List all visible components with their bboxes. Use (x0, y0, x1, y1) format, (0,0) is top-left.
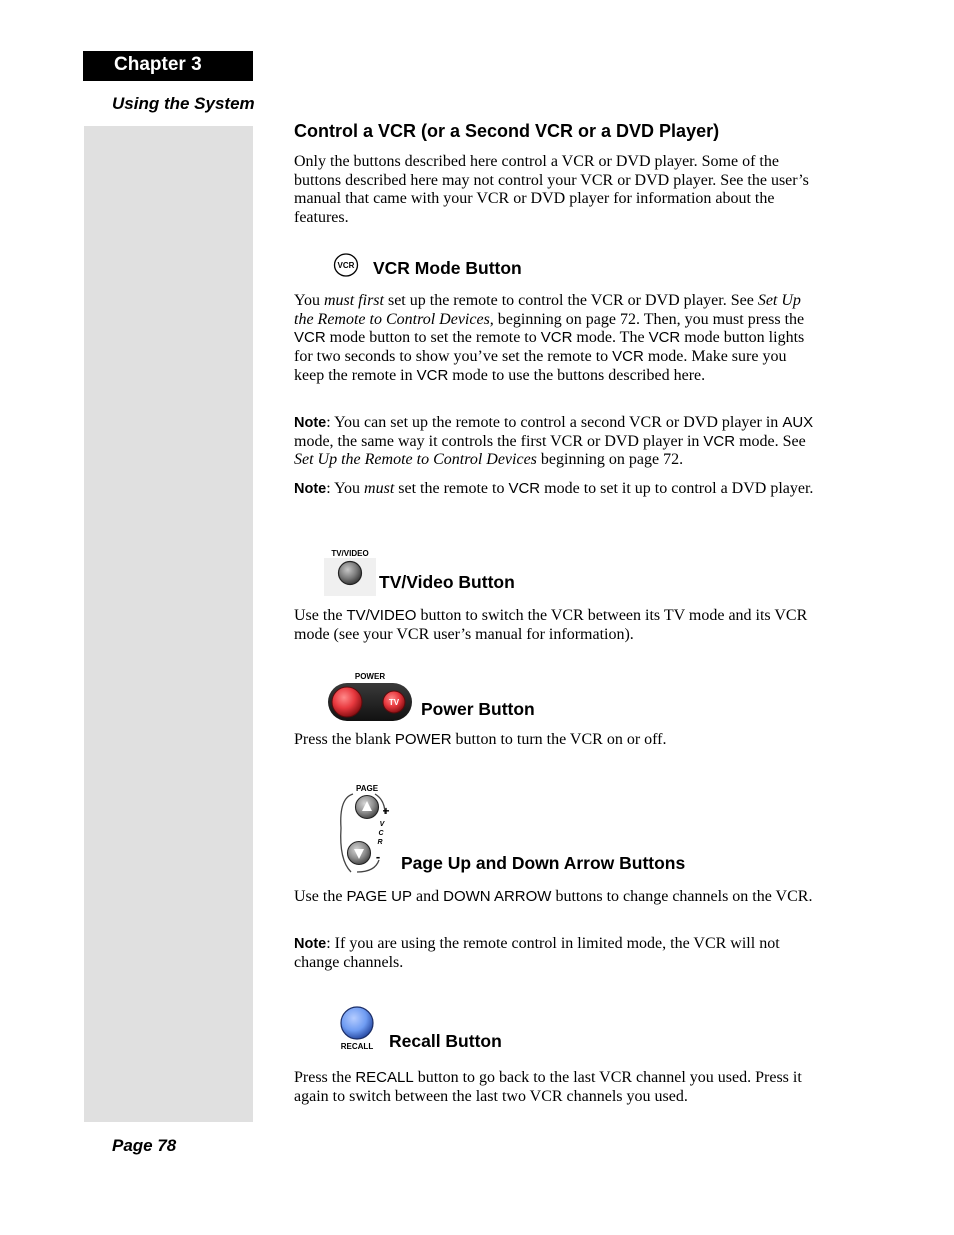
recall-button-icon (334, 1004, 382, 1054)
page-title: Control a VCR (or a Second VCR or a DVD Player) (294, 121, 720, 141)
sidebar-panel (84, 126, 253, 1122)
page-v-label: V (379, 821, 385, 828)
vcr-icon-label: VCR (337, 261, 355, 270)
tv-video-button-icon (322, 544, 378, 596)
tv-video-heading: TV/Video Button (379, 572, 515, 592)
power-paragraph: Press the blank POWER button to turn the VCR on or off. (294, 731, 667, 748)
vcr-mode-paragraph: You must first set up the remote to control the VCR or DVD player. See Set Up the Remote to Control Devices, beginning on page 72. Then, you must press the VCR mode button to set the remote to VCR mode. The VCR mode button lights for two seconds to show you’ve set the remote to VCR mode. Make sure you keep the remote in VCR mode to use the buttons described here. (294, 292, 805, 384)
tv-video-icon-label: TV/VIDEO (331, 549, 369, 558)
page-plus-label: + (382, 804, 390, 818)
section-name: Using the System (112, 94, 255, 113)
page-number: Page 78 (112, 1136, 177, 1155)
power-heading: Power Button (421, 699, 535, 719)
tv-video-paragraph: Use the TV/VIDEO button to switch the VCR between its TV mode and its VCR mode (see your VCR user’s manual for information). (294, 607, 808, 643)
page-arrows-paragraph: Use the PAGE UP and DOWN ARROW buttons to change channels on the VCR. (294, 888, 813, 905)
power-tv-label: TV (388, 698, 400, 707)
page-r-label: R (377, 839, 383, 846)
chapter-label: Chapter 3 (83, 51, 253, 81)
note-dvd-player: Note: You must set the remote to VCR mode to set it up to control a DVD player. (294, 480, 814, 497)
vcr-button-icon (333, 252, 361, 280)
power-icon-label: POWER (354, 672, 386, 681)
recall-icon-label: RECALL (340, 1042, 374, 1051)
recall-paragraph: Press the RECALL button to go back to the last VCR channel you used. Press it again to switch between the last two VCR channels you used. (294, 1069, 802, 1105)
page-up-down-icon (335, 780, 397, 876)
recall-heading: Recall Button (389, 1031, 502, 1051)
note-second-vcr: Note: You can set up the remote to control a second VCR or DVD player in AUX mode, the same way it controls the first VCR or DVD player in VCR mode. See Set Up the Remote to Control Devices beginning on page 72. (294, 414, 814, 469)
vcr-mode-heading: VCR Mode Button (373, 258, 522, 278)
page-arrows-heading: Page Up and Down Arrow Buttons (401, 853, 686, 873)
note-limited-mode: Note: If you are using the remote control in limited mode, the VCR will not change channels. (294, 935, 780, 971)
page-icon-label: PAGE (355, 784, 379, 793)
power-button-icon (326, 668, 418, 724)
intro-paragraph: Only the buttons described here control a VCR or DVD player. Some of the buttons described here may not control your VCR or DVD player. See the user’s manual that came with your VCR or DVD player for information about the features. (294, 153, 809, 227)
page-minus-label: - (375, 849, 381, 864)
page-c-label: C (378, 830, 384, 837)
